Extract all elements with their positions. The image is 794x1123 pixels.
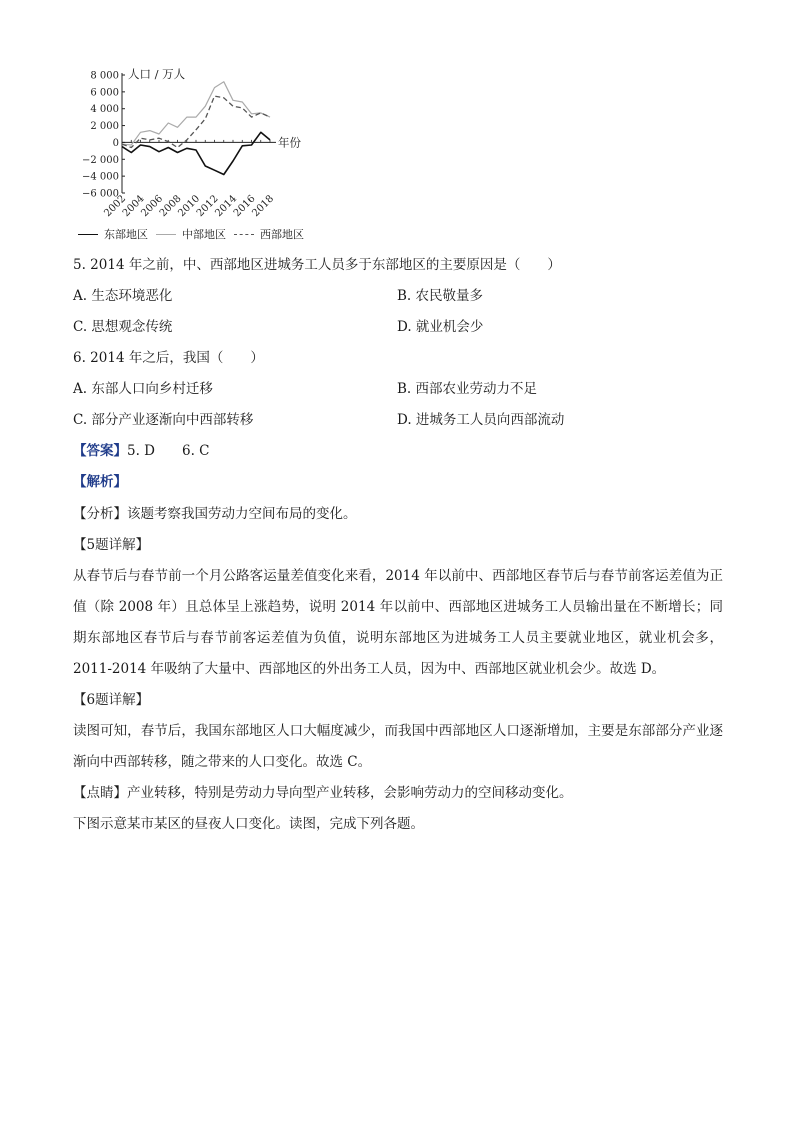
x-axis-title: 年份	[278, 135, 301, 150]
series-line-central	[122, 82, 270, 145]
fenxi-line	[73, 504, 357, 524]
y-tick-label: 0	[112, 137, 119, 149]
q6-option-c: C. 部分产业逐渐向中西部转移	[73, 412, 254, 428]
q5-option-c: C. 思想观念传统	[73, 319, 173, 335]
question-6: 6. 2014 年之后，我国（ ）	[73, 350, 264, 366]
y-tick-label: 6 000	[90, 87, 119, 99]
legend-swatch-central	[156, 234, 176, 235]
series-line-west	[122, 96, 270, 147]
chart-legend	[78, 226, 304, 242]
analysis-heading	[73, 472, 127, 492]
y-tick-label: 8 000	[90, 70, 119, 82]
fenxi-text: 该题考察我国劳动力空间布局的变化。	[127, 506, 357, 522]
question-5: 5. 2014 年之前，中、西部地区进城务工人员多于东部地区的主要原因是（ ）	[73, 257, 561, 273]
y-tick-label: 4 000	[90, 104, 119, 116]
q6-option-a: A. 东部人口向乡村迁移	[73, 381, 213, 397]
q6-detail-heading: 【6题详解】	[73, 692, 150, 708]
x-tick-label: 2016	[231, 193, 258, 220]
q5-detail-heading: 【5题详解】	[73, 537, 150, 553]
y-tick-label: −4 000	[81, 171, 119, 183]
q6-option-d: D. 进城务工人员向西部流动	[397, 412, 565, 428]
legend-swatch-east	[78, 234, 98, 235]
dianjing-label: 【点睛】	[73, 785, 127, 801]
x-tick-label: 2008	[157, 193, 184, 220]
q6-detail-paragraph: 读图可知，春节后，我国东部地区人口大幅度减少，而我国中西部地区人口逐渐增加，主要是东部部分产业逐渐向中西部转移，随之带来的人口变化。故选 C。	[73, 723, 723, 770]
x-tick-label: 2006	[139, 193, 166, 220]
fenxi-label: 【分析】	[73, 506, 127, 522]
q6-option-b: B. 西部农业劳动力不足	[397, 381, 538, 397]
q5-option-b: B. 农民敬量多	[397, 288, 484, 304]
population-line-chart	[76, 62, 336, 222]
y-tick-label: 2 000	[90, 121, 119, 133]
dianjing-line	[73, 783, 573, 803]
x-tick-label: 2004	[120, 193, 147, 220]
x-tick-label: 2002	[102, 193, 129, 220]
next-question-intro: 下图示意某市某区的昼夜人口变化。读图，完成下列各题。	[73, 816, 424, 832]
q5-detail-paragraph: 从春节后与春节前一个月公路客运量差值变化来看，2014 年以前中、西部地区春节后与春节前客运差值为正值（除 2008 年）且总体呈上涨趋势，说明 2014 年以前中、西部地区进城务工人员输出量在不断增长；同期东部地区春节后与春节前客运差值为负值，说明东部地区为进城务工人员主要就业地区，就业机会多，2011-2014 年吸纳了大量中、西部地区的外出务工人员，因为中、西部地区就业机会少。故选 D。	[73, 568, 723, 677]
legend-swatch-west	[234, 234, 254, 235]
x-tick-label: 2012	[194, 193, 221, 220]
answer-label: 【答案】	[73, 443, 127, 459]
legend-label-east: 东部地区	[104, 228, 148, 241]
x-tick-label: 2010	[176, 193, 203, 220]
answer-line	[73, 441, 210, 461]
legend-label-central: 中部地区	[182, 228, 226, 241]
q5-option-a: A. 生态环境恶化	[73, 288, 173, 304]
x-tick-label: 2018	[250, 193, 277, 220]
y-tick-label: −6 000	[81, 188, 119, 200]
analysis-label: 【解析】	[73, 474, 127, 490]
answer-text: 5. D 6. C	[127, 443, 210, 459]
q5-option-d: D. 就业机会少	[397, 319, 484, 335]
y-axis-title: 人口 / 万人	[128, 67, 186, 81]
x-tick-label: 2014	[213, 193, 240, 220]
y-tick-label: −2 000	[81, 154, 119, 166]
dianjing-text: 产业转移，特别是劳动力导向型产业转移，会影响劳动力的空间移动变化。	[127, 785, 573, 801]
legend-label-west: 西部地区	[260, 228, 304, 241]
